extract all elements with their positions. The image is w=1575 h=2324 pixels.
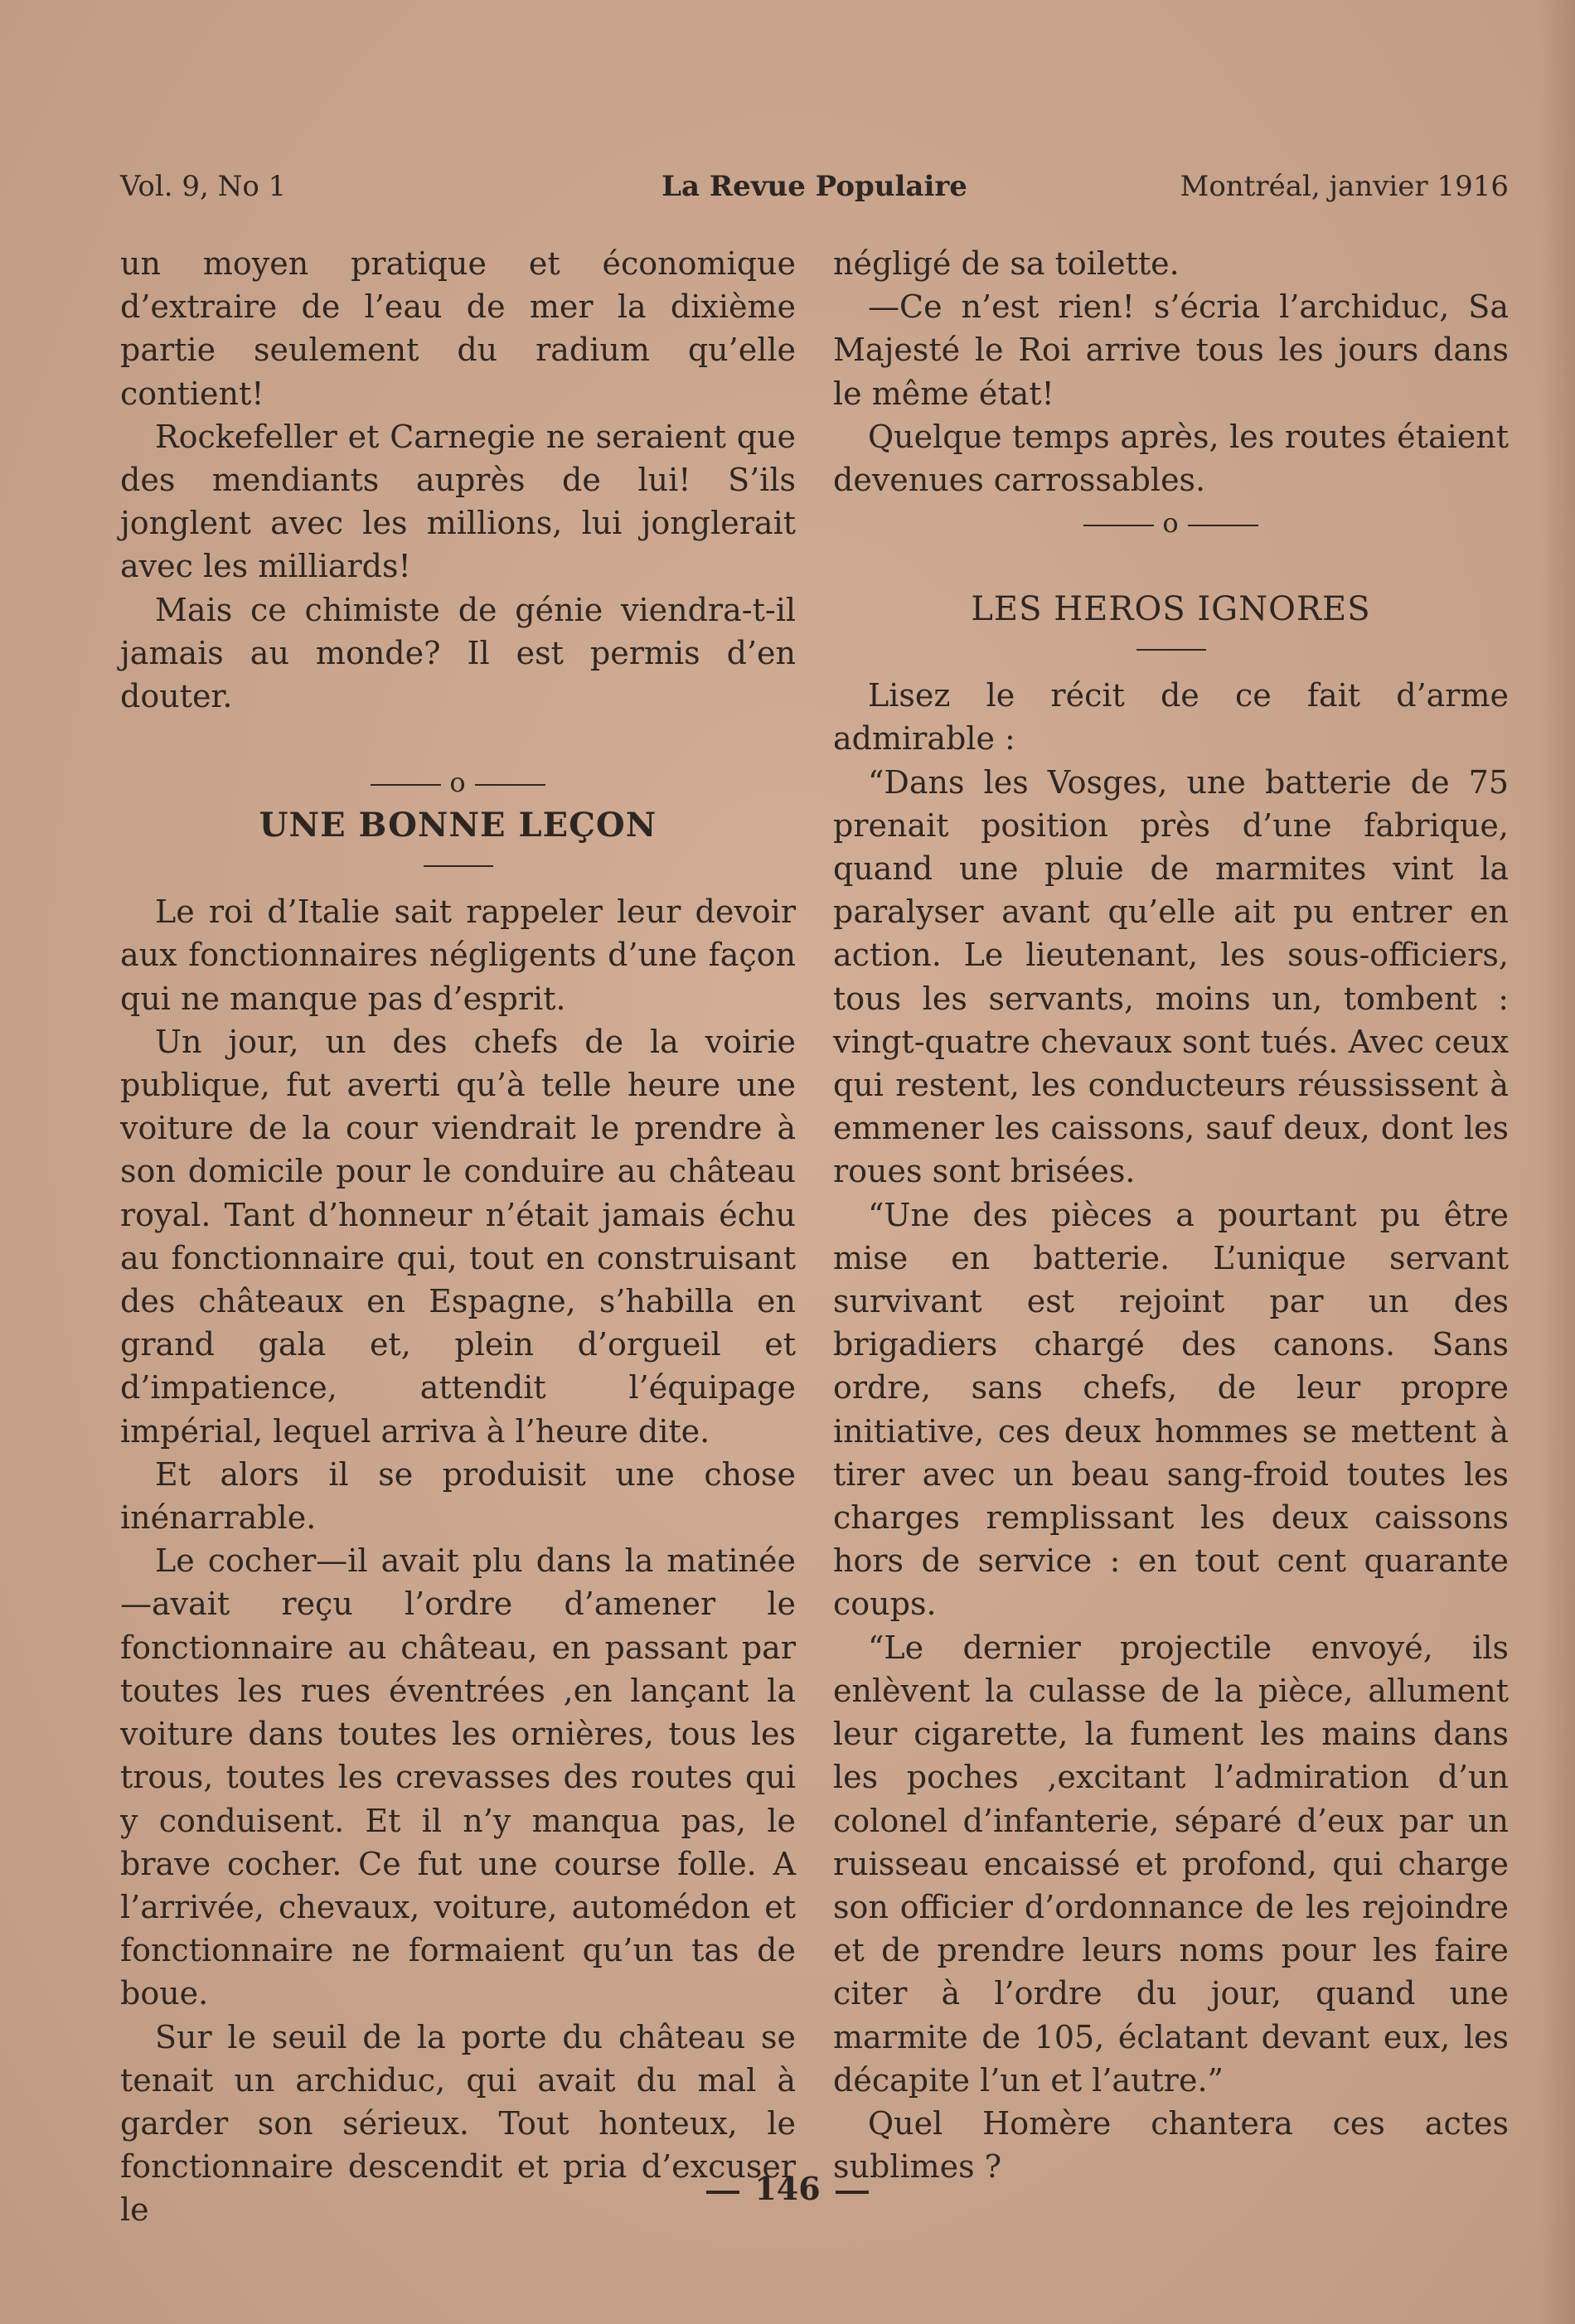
section-separator [120,761,796,804]
separator-mark: o [1162,507,1180,540]
paragraph: Le roi d’Italie sait rappeler leur devoir aux fonctionnaires négligents d’une façon qui ne manque pas d’esprit. [120,893,796,1017]
running-header [120,170,1509,211]
title-rule [833,631,1509,674]
paragraph: Et alors il se produisit une chose inénarrable. [120,1455,796,1537]
left-column [120,242,796,2232]
paragraph: “Dans les Vosges, une batterie de 75 prenait position près d’une fabrique, quand une pluie de marmites vint la paralyser avant qu’elle ait pu entrer en action. Le lieutenant, les sous-officiers, tous les servants, moins un, tombent : vingt-quatre chevaux sont tués. Avec ceux qui restent, les conducteurs réussissent à emmener les caissons, sauf deux, dont les roues sont brisées. [833,763,1509,1190]
spacer [120,718,796,761]
title-rule [120,847,796,890]
paragraph: —Ce n’est rien! s’écria l’archiduc, Sa Majesté le Roi arrive tous les jours dans le même état! [833,288,1509,412]
paragraph: Lisez le récit de ce fait d’arme admirable : [833,677,1509,758]
spacer [833,545,1509,588]
journal-title: La Revue Populaire [662,170,967,203]
page-footer [0,2170,1575,2207]
page-number: 146 [754,2170,821,2207]
paragraph: Sur le seuil de la porte du château se tenait un archiduc, qui avait du mal à garder son sérieux. Tout honteux, le fonctionnaire descendit et pria d’excuser le [120,2018,796,2229]
right-column [833,242,1509,2188]
paragraph: Rockefeller et Carnegie ne seraient que des mendiants auprès de lui! S’ils jonglent avec les millions, lui jonglerait avec les milliards! [120,418,796,585]
paragraph: “Une des pièces a pourtant pu être mise en batterie. L’unique servant survivant est rejoint par un des brigadiers chargé des canons. Sans ordre, sans chefs, de leur propre initiative, ces deux hommes se mettent à tirer avec un beau sang-froid toutes les charges remplissant les deux caissons hors de service : en tout cent quarante coups. [833,1196,1509,1623]
paragraph: Mais ce chimiste de génie viendra-t-il jamais au monde? Il est permis d’en douter. [120,591,796,715]
page-edge-shadow [1540,0,1575,2324]
paragraph: Le cocher—il avait plu dans la matinée—avait reçu l’ordre d’amener le fonctionnaire au château, en passant par toutes les rues éventrées ,en lançant la voiture dans toutes les ornières, tous les trous, toutes les crevasses des routes qui y conduisent. Et il n’y manqua pas, le brave cocher. Ce fut une course folle. A l’arrivée, chevaux, voiture, automédon et fonctionnaire ne formaient qu’un tas de boue. [120,1542,796,2012]
section-separator [833,501,1509,545]
place-date: Montréal, janvier 1916 [1180,170,1509,203]
article-title: UNE BONNE LEÇON [259,806,657,845]
paragraph: un moyen pratique et économique d’extraire de l’eau de mer la dixième partie seulement du radium qu’elle contient! [120,245,796,412]
paragraph: Quelque temps après, les routes étaient devenues carrossables. [833,418,1509,499]
paragraph: Un jour, un des chefs de la voirie publique, fut averti qu’à telle heure une voiture de la cour viendrait le prendre à son domicile pour le conduire au château royal. Tant d’honneur n’était jamais échu au fonctionnaire qui, tout en construisant des châteaux en Espagne, s’habilla en grand gala et, plein d’orgueil et d’impatience, attendit l’équipage impérial, lequel arriva à l’heure dite. [120,1023,796,1450]
paragraph: “Le dernier projectile envoyé, ils enlèvent la culasse de la pièce, allument leur cigarette, la fument les mains dans les poches ,excitant l’admiration d’un colonel d’infanterie, séparé d’eux par un ruisseau encaissé et profond, qui charge son officier d’ordonnance de les rejoindre et de prendre leurs noms pour les faire citer à l’ordre du jour, quand une marmite de 105, éclatant devant eux, les décapite l’un et l’autre.” [833,1629,1509,2099]
article-title: LES HEROS IGNORES [971,590,1371,629]
paragraph: Quel Homère chantera ces actes sublimes ? [833,2104,1509,2186]
paragraph: négligé de sa toilette. [833,245,1180,282]
separator-mark: o [449,767,467,799]
volume-number: Vol. 9, No 1 [120,170,287,203]
